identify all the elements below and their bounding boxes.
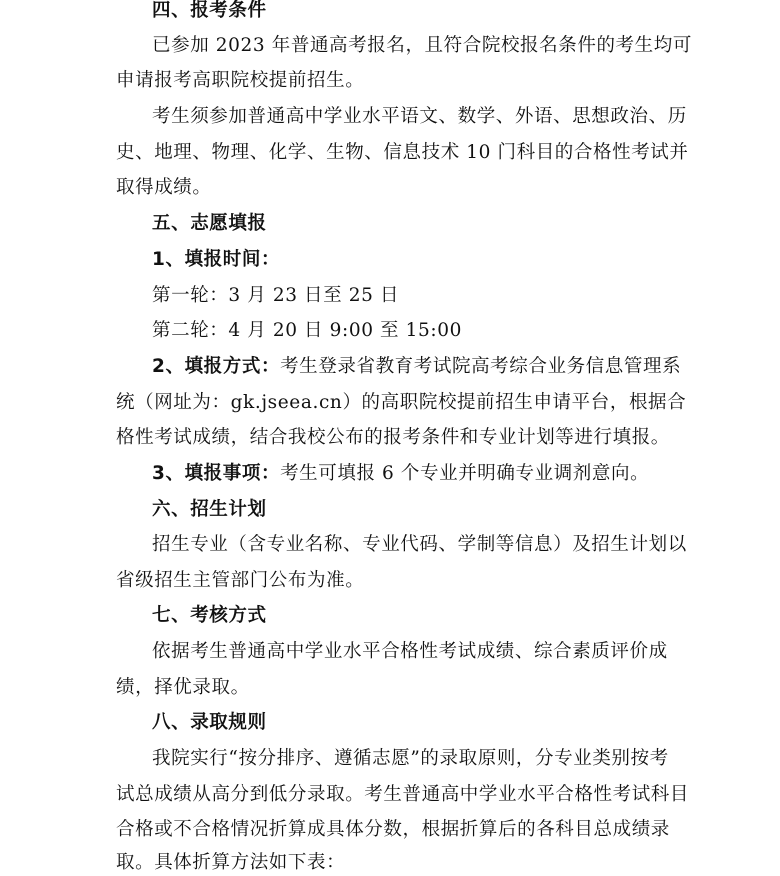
paragraph-line: 依据考生普通高中学业水平合格性考试成绩、综合素质评价成 bbox=[152, 641, 668, 662]
fill-matters-text: 考生可填报 6 个专业并明确专业调剂意向。 bbox=[280, 463, 650, 484]
paragraph-line: 合格或不合格情况折算成具体分数，根据折算后的各科目总成绩录 bbox=[116, 819, 670, 840]
section-heading-6: 六、招生计划 bbox=[152, 499, 267, 520]
fill-method-label: 2、填报方式： bbox=[152, 356, 281, 377]
section-heading-7: 七、考核方式 bbox=[152, 605, 267, 626]
paragraph-line: 招生专业（含专业名称、专业代码、学制等信息）及招生计划以 bbox=[152, 534, 687, 555]
section-heading-5: 五、志愿填报 bbox=[152, 213, 267, 234]
section-heading-4: 四、报考条件 bbox=[152, 0, 267, 21]
fill-matters-line bbox=[152, 461, 649, 487]
paragraph-line: 已参加 2023 年普通高考报名，且符合院校报名条件的考生均可 bbox=[152, 35, 692, 56]
paragraph-line: 我院实行“按分排序、遵循志愿”的录取原则，分专业类别按考 bbox=[152, 748, 669, 769]
paragraph-line: 试总成绩从高分到低分录取。考生普通高中学业水平合格性考试科目 bbox=[116, 784, 690, 805]
paragraph-line: 考生须参加普通高中学业水平语文、数学、外语、思想政治、历 bbox=[152, 106, 687, 127]
fill-method-text: 考生登录省教育考试院高考综合业务信息管理系 bbox=[280, 356, 682, 377]
paragraph-line: 申请报考高职院校提前招生。 bbox=[116, 70, 365, 91]
paragraph-line: 取得成绩。 bbox=[116, 177, 212, 198]
paragraph-line: 取。具体折算方法如下表： bbox=[116, 852, 346, 873]
subheading-fill-time: 1、填报时间： bbox=[152, 249, 281, 270]
fill-matters-label: 3、填报事项： bbox=[152, 463, 281, 484]
paragraph-line: 绩，择优录取。 bbox=[116, 677, 250, 698]
paragraph-line: 格性考试成绩，结合我校公布的报考条件和专业计划等进行填报。 bbox=[116, 427, 670, 448]
section-heading-8: 八、录取规则 bbox=[152, 712, 267, 733]
round-two-time: 第二轮：4 月 20 日 9:00 至 15:00 bbox=[152, 320, 462, 341]
round-one-time: 第一轮：3 月 23 日至 25 日 bbox=[152, 285, 400, 306]
paragraph-line: 史、地理、物理、化学、生物、信息技术 10 门科目的合格性考试并 bbox=[116, 142, 689, 163]
paragraph-line: 统（网址为：gk.jseea.cn）的高职院校提前招生申请平台，根据合 bbox=[116, 392, 687, 413]
paragraph-line: 省级招生主管部门公布为准。 bbox=[116, 570, 365, 591]
fill-method-line bbox=[152, 354, 681, 380]
